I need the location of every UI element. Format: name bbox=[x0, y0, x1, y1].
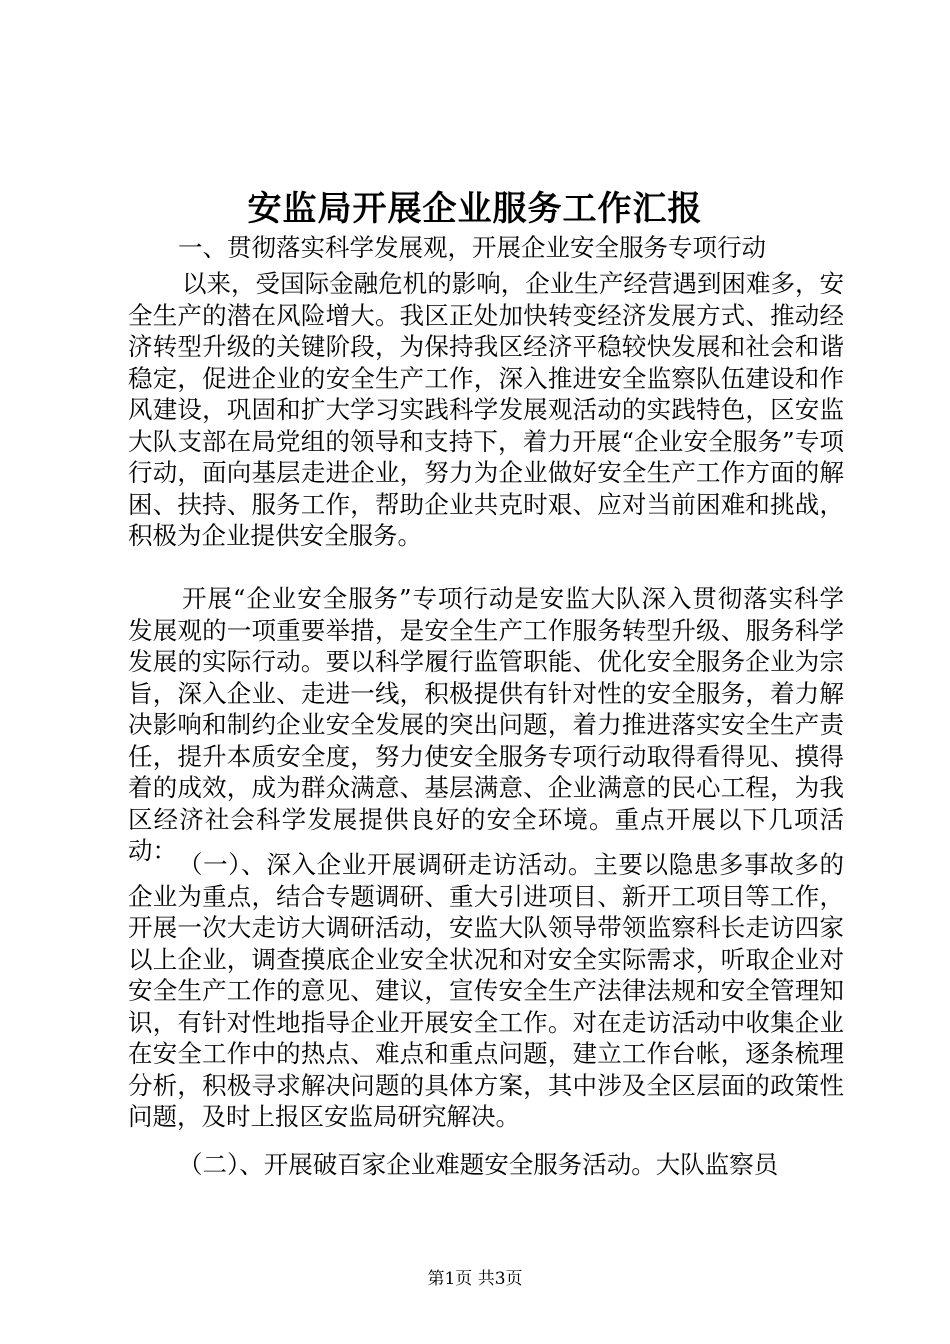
paragraph-3: （一）、深入企业开展调研走访活动。主要以隐患多事故多的企业为重点，结合专题调研、重大引进项目、新开工项目等工作，开展一次大走访大调研活动，安监大队领导带领监察科长走访四家以上企业，调查摸底企业安全状况和对安全实际需求，听取企业对安全生产工作的意见、建议，宣传安全生产法律法规和安全管理知识，有针对性地指导企业开展安全工作。对在走访活动中收集企业在安全工作中的热点、难点和重点问题，建立工作台帐，逐条梳理分析，积极寻求解决问题的具体方案，其中涉及全区层面的政策性问题，及时上报区安监局研究解决。 bbox=[128, 850, 844, 1131]
paragraph-4: （二）、开展破百家企业难题安全服务活动。大队监察员 bbox=[178, 1150, 779, 1179]
section-heading: 一、贯彻落实科学发展观，开展企业安全服务专项行动 bbox=[178, 233, 766, 262]
paragraph-2: 开展“企业安全服务”专项行动是安监大队深入贯彻落实科学发展观的一项重要举措，是安全生产工作服务转型升级、服务科学发展的实际行动。要以科学履行监管职能、优化安全服务企业为宗旨，深入企业、走进一线，积极提供有针对性的安全服务，着力解决影响和制约企业安全发展的突出问题，着力推进落实安全生产责任，提升本质安全度，努力使安全服务专项行动取得看得见、摸得着的成效，成为群众满意、基层满意、企业满意的民心工程，为我区经济社会科学发展提供良好的安全环境。重点开展以下几项活动： bbox=[128, 584, 844, 865]
page-footer: 第1页 共3页 bbox=[427, 1269, 523, 1289]
document-title: 安监局开展企业服务工作汇报 bbox=[247, 189, 703, 229]
paragraph-1: 以来，受国际金融危机的影响，企业生产经营遇到困难多，安全生产的潜在风险增大。我区正处加快转变经济发展方式、推动经济转型升级的关键阶段，为保持我区经济平稳较快发展和社会和谐稳定，促进企业的安全生产工作，深入推进安全监察队伍建设和作风建设，巩固和扩大学习实践科学发展观活动的实践特色，区安监大队支部在局党组的领导和支持下，着力开展“企业安全服务”专项行动，面向基层走进企业，努力为企业做好安全生产工作方面的解困、扶持、服务工作，帮助企业共克时艰、应对当前困难和挑战，积极为企业提供安全服务。 bbox=[128, 269, 844, 550]
